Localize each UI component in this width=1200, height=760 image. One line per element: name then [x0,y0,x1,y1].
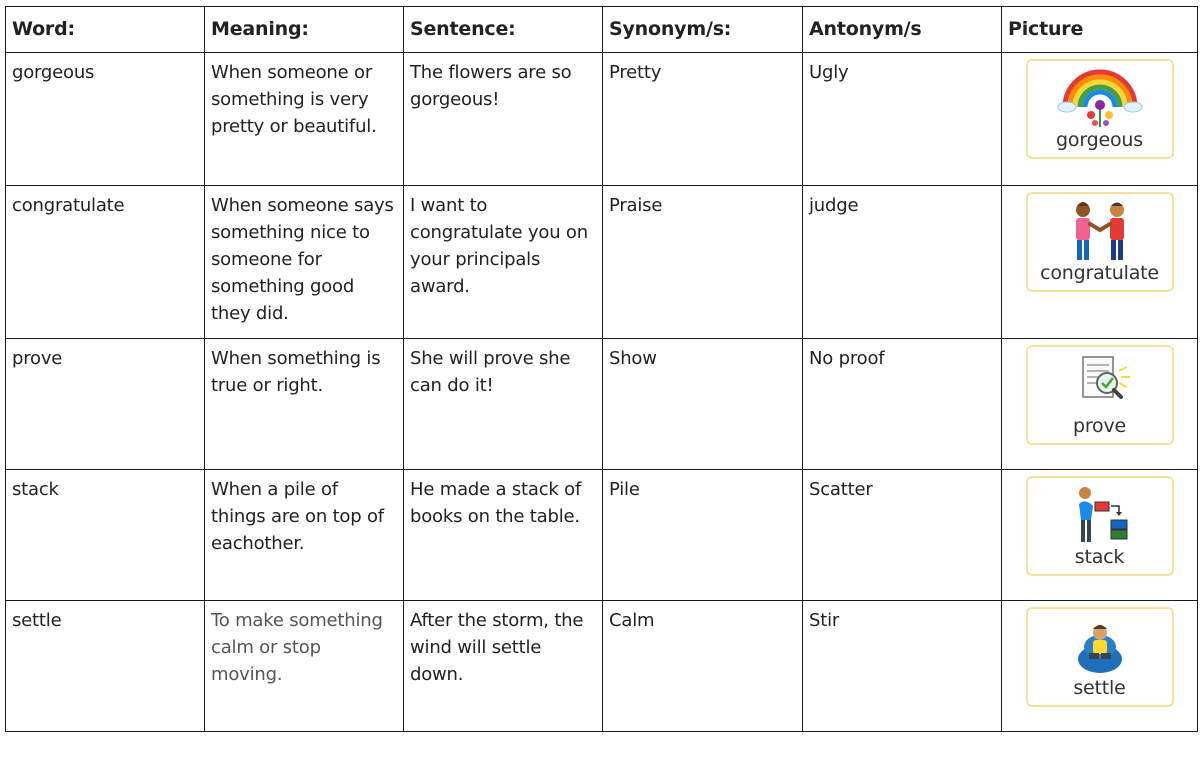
synonym-cell: Show [603,339,803,470]
vocabulary-worksheet [5,6,1198,732]
meaning-cell: When something is true or right. [205,339,404,470]
table-row [6,53,1198,186]
sentence-cell: She will prove she can do it! [404,339,603,470]
handshake-icon [1055,200,1145,262]
synonym-cell: Pile [603,470,803,601]
meaning-cell: To make something calm or stop moving. [205,601,404,732]
word-cell: gorgeous [6,53,205,186]
picture-cell [1002,601,1198,732]
sentence-cell: I want to congratulate you on your principals award. [404,186,603,339]
word-cell: stack [6,470,205,601]
symbol-card [1026,607,1174,707]
header-meaning: Meaning: [205,7,404,53]
antonym-cell: judge [803,186,1002,339]
symbol-label: settle [1073,677,1126,699]
sentence-cell: After the storm, the wind will settle down. [404,601,603,732]
header-sentence: Sentence: [404,7,603,53]
table-row [6,339,1198,470]
sentence-cell: He made a stack of books on the table. [404,470,603,601]
symbol-label: gorgeous [1056,129,1143,151]
word-cell: prove [6,339,205,470]
header-antonyms: Antonym/s [803,7,1002,53]
rainbow-flowers-icon [1055,67,1145,129]
symbol-label: prove [1072,415,1126,437]
document-magnifier-check-icon [1055,353,1145,415]
vocabulary-table [5,6,1198,732]
symbol-label: congratulate [1040,262,1159,284]
header-row [6,7,1198,53]
symbol-card [1026,476,1174,576]
synonym-cell: Pretty [603,53,803,186]
antonym-cell: Ugly [803,53,1002,186]
picture-cell [1002,53,1198,186]
meaning-cell: When a pile of things are on top of eachother. [205,470,404,601]
header-picture: Picture [1002,7,1198,53]
word-cell: congratulate [6,186,205,339]
meaning-cell: When someone or something is very pretty or beautiful. [205,53,404,186]
sentence-cell: The flowers are so gorgeous! [404,53,603,186]
picture-cell [1002,339,1198,470]
antonym-cell: No proof [803,339,1002,470]
table-row [6,470,1198,601]
picture-cell [1002,186,1198,339]
picture-cell [1002,470,1198,601]
meaning-cell: When someone says something nice to someone for something good they did. [205,186,404,339]
symbol-label: stack [1074,546,1125,568]
table-row [6,601,1198,732]
antonym-cell: Stir [803,601,1002,732]
symbol-card [1026,345,1174,445]
antonym-cell: Scatter [803,470,1002,601]
header-synonyms: Synonym/s: [603,7,803,53]
person-in-beanbag-icon [1055,615,1145,677]
header-word: Word: [6,7,205,53]
person-stacking-blocks-icon [1055,484,1145,546]
table-row [6,186,1198,339]
synonym-cell: Calm [603,601,803,732]
symbol-card [1026,59,1174,159]
symbol-card [1026,192,1174,292]
word-cell: settle [6,601,205,732]
synonym-cell: Praise [603,186,803,339]
